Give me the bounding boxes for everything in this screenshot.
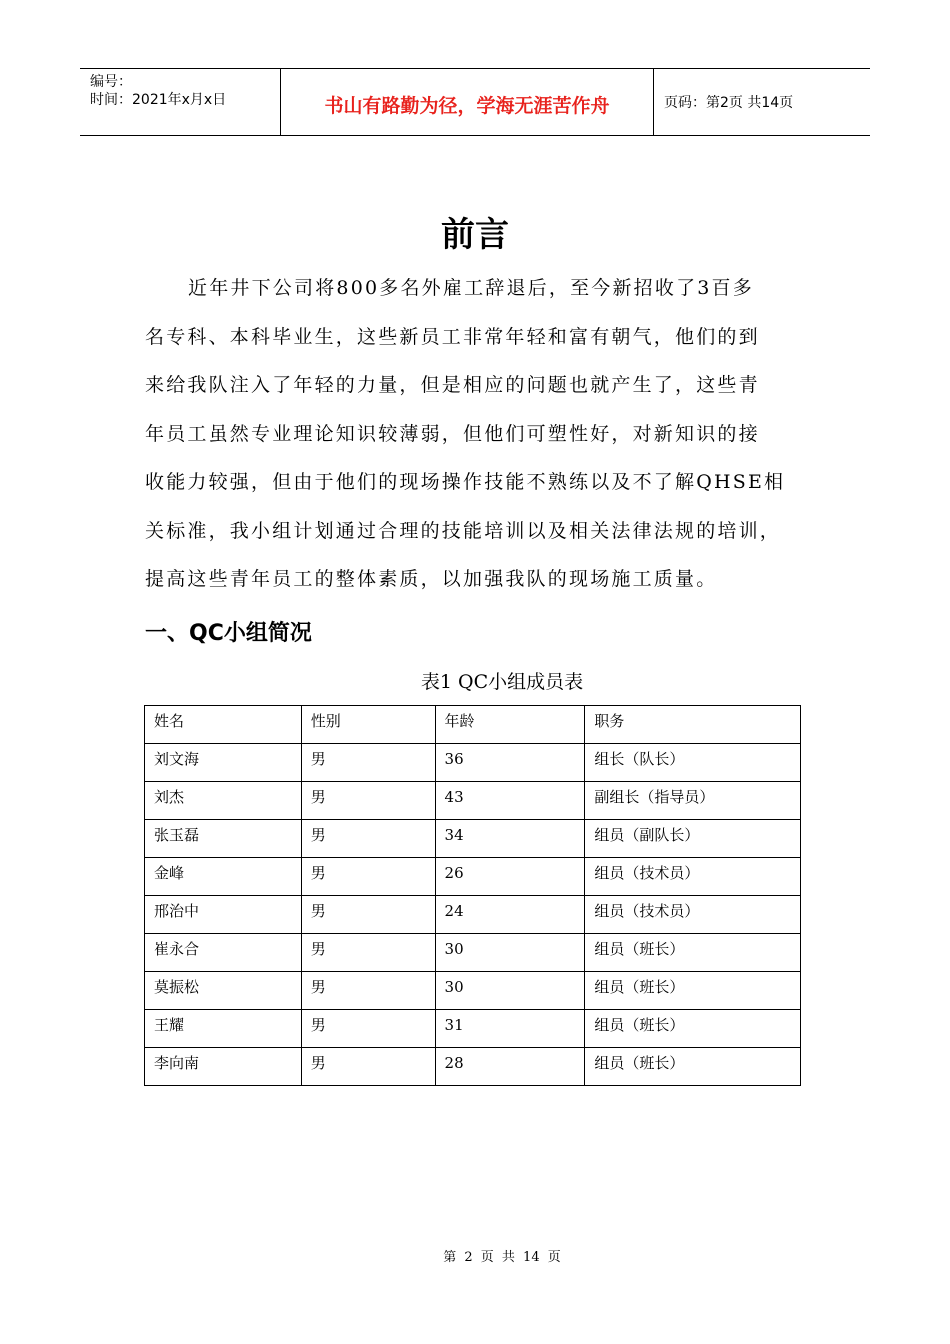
cell-name: 邢治中 bbox=[145, 896, 302, 934]
cell-position: 组员（班长） bbox=[585, 1010, 801, 1048]
paragraph-line: 来给我队注入了年轻的力量，但是相应的问题也就产生了，这些青 bbox=[145, 374, 760, 396]
page-header bbox=[80, 68, 870, 136]
header-cell-position: 职务 bbox=[585, 706, 801, 744]
table-row bbox=[145, 858, 801, 896]
paragraph-line: 关标准，我小组计划通过合理的技能培训以及相关法律法规的培训， bbox=[145, 519, 782, 542]
paragraph-line: 名专科、本科毕业生，这些新员工非常年轻和富有朝气，他们的到 bbox=[145, 325, 760, 348]
cell-name: 崔永合 bbox=[145, 934, 302, 972]
page-footer: 第 2 页 共 14 页 bbox=[443, 1250, 561, 1265]
cell-age: 26 bbox=[435, 858, 585, 896]
cell-age: 28 bbox=[435, 1048, 585, 1086]
cell-name: 莫振松 bbox=[145, 972, 302, 1010]
header-motto: 书山有路勤为径，学海无涯苦作舟 bbox=[281, 69, 654, 135]
cell-age: 31 bbox=[435, 1010, 585, 1048]
cell-name: 刘杰 bbox=[145, 782, 302, 820]
cell-position: 组员（技术员） bbox=[585, 858, 801, 896]
table-row bbox=[145, 934, 801, 972]
cell-gender: 男 bbox=[301, 934, 435, 972]
cell-position: 组员（班长） bbox=[585, 972, 801, 1010]
cell-name: 张玉磊 bbox=[145, 820, 302, 858]
table-row bbox=[145, 782, 801, 820]
paragraph-line: 提高这些青年员工的整体素质，以加强我队的现场施工质量。 bbox=[145, 568, 718, 590]
cell-age: 36 bbox=[435, 744, 585, 782]
header-meta bbox=[80, 69, 281, 135]
cell-gender: 男 bbox=[301, 744, 435, 782]
table-row bbox=[145, 744, 801, 782]
cell-name: 金峰 bbox=[145, 858, 302, 896]
cell-position: 组员（班长） bbox=[585, 934, 801, 972]
cell-age: 30 bbox=[435, 934, 585, 972]
preface-paragraph bbox=[145, 264, 810, 604]
cell-gender: 男 bbox=[301, 820, 435, 858]
cell-age: 34 bbox=[435, 820, 585, 858]
paragraph-line: 年员工虽然专业理论知识较薄弱，但他们可塑性好，对新知识的接 bbox=[145, 422, 760, 445]
header-page-number: 页码：第2页 共14页 bbox=[664, 95, 794, 111]
table-row bbox=[145, 820, 801, 858]
time-label: 时间：2021年x月x日 bbox=[90, 92, 227, 108]
header-cell-gender: 性别 bbox=[301, 706, 435, 744]
paragraph-line: 近年井下公司将800多名外雇工辞退后，至今新招收了3百多 bbox=[188, 277, 754, 299]
cell-position: 组员（副队长） bbox=[585, 820, 801, 858]
cell-age: 43 bbox=[435, 782, 585, 820]
cell-name: 李向南 bbox=[145, 1048, 302, 1086]
cell-gender: 男 bbox=[301, 1048, 435, 1086]
table-caption: 表1 QC小组成员表 bbox=[420, 671, 584, 693]
cell-age: 24 bbox=[435, 896, 585, 934]
page-title: 前言 bbox=[441, 215, 509, 255]
table-row bbox=[145, 896, 801, 934]
table-row bbox=[145, 1010, 801, 1048]
table-row bbox=[145, 972, 801, 1010]
members-table bbox=[144, 705, 801, 1086]
cell-position: 组员（班长） bbox=[585, 1048, 801, 1086]
paragraph-line: 收能力较强，但由于他们的现场操作技能不熟练以及不了解QHSE相 bbox=[145, 471, 786, 493]
cell-gender: 男 bbox=[301, 858, 435, 896]
header-cell-name: 姓名 bbox=[145, 706, 302, 744]
cell-position: 组员（技术员） bbox=[585, 896, 801, 934]
cell-age: 30 bbox=[435, 972, 585, 1010]
header-cell-age: 年龄 bbox=[435, 706, 585, 744]
cell-gender: 男 bbox=[301, 782, 435, 820]
cell-gender: 男 bbox=[301, 1010, 435, 1048]
cell-gender: 男 bbox=[301, 896, 435, 934]
table-row bbox=[145, 1048, 801, 1086]
section-heading: 一、QC小组简况 bbox=[145, 621, 312, 646]
cell-gender: 男 bbox=[301, 972, 435, 1010]
number-label: 编号： bbox=[90, 74, 132, 90]
table-header-row bbox=[145, 706, 801, 744]
cell-name: 刘文海 bbox=[145, 744, 302, 782]
cell-position: 副组长（指导员） bbox=[585, 782, 801, 820]
cell-position: 组长（队长） bbox=[585, 744, 801, 782]
cell-name: 王耀 bbox=[145, 1010, 302, 1048]
